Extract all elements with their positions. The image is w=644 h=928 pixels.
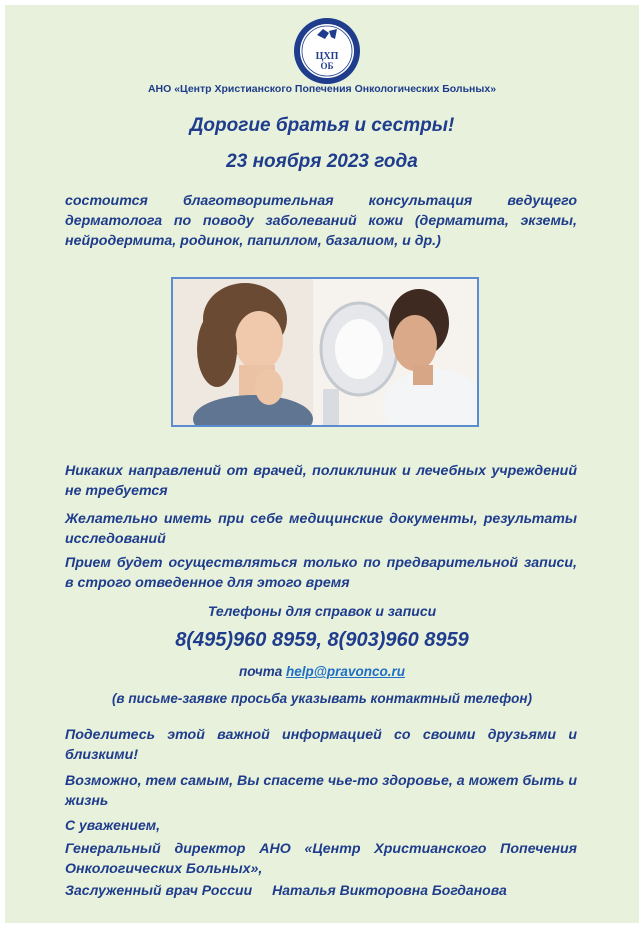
phone-numbers[interactable]: 8(495)960 8959, 8(903)960 8959: [175, 629, 469, 651]
organization-logo-icon: [293, 17, 361, 85]
event-date: 23 ноября 2023 года: [226, 151, 418, 172]
signature-name: Наталья Викторовна Богданова: [272, 882, 507, 898]
svg-text:ЦХП: ЦХП: [315, 51, 339, 62]
dermatologist-photo: [171, 277, 479, 427]
email-link[interactable]: help@pravonco.ru: [286, 664, 405, 679]
info-item: Желательно иметь при себе медицинские документы, результаты исследований: [65, 511, 577, 547]
svg-text:ОБ: ОБ: [320, 61, 334, 71]
share-paragraph: Возможно, тем самым, Вы спасете чье-то здоровье, а может быть и жизнь: [65, 773, 578, 809]
info-item: Прием будет осуществляться только по предварительной записи, в строго отведенное для этого время: [65, 555, 577, 591]
regards-text: С уважением,: [65, 817, 160, 833]
signature-title: Заслуженный врач России: [65, 882, 253, 898]
organization-name: АНО «Центр Христианского Попечения Онкологических Больных»: [147, 83, 497, 95]
greeting-heading: Дорогие братья и сестры!: [189, 115, 455, 136]
email-label: почта: [239, 664, 283, 679]
share-paragraph: Поделитесь этой важной информацией со своими друзьями и близкими!: [65, 727, 577, 763]
intro-paragraph: состоится благотворительная консультация ведущего дерматолога по поводу заболеваний кожи (дерматита, экземы, нейродермита, родинок, папиллом, базалиом, и др.): [65, 193, 577, 249]
phones-label: Телефоны для справок и записи: [207, 603, 437, 619]
signature-line: [65, 882, 507, 898]
dermatologist-photo-icon: [173, 279, 477, 425]
email-note: (в письме-заявке просьба указывать контактный телефон): [111, 691, 533, 706]
info-item: Никаких направлений от врачей, поликлиник и лечебных учреждений не требуется: [65, 463, 577, 499]
signature-position: Генеральный директор АНО «Центр Христианского Попечения Онкологических Больных»,: [65, 841, 577, 877]
email-line: [5, 664, 639, 679]
